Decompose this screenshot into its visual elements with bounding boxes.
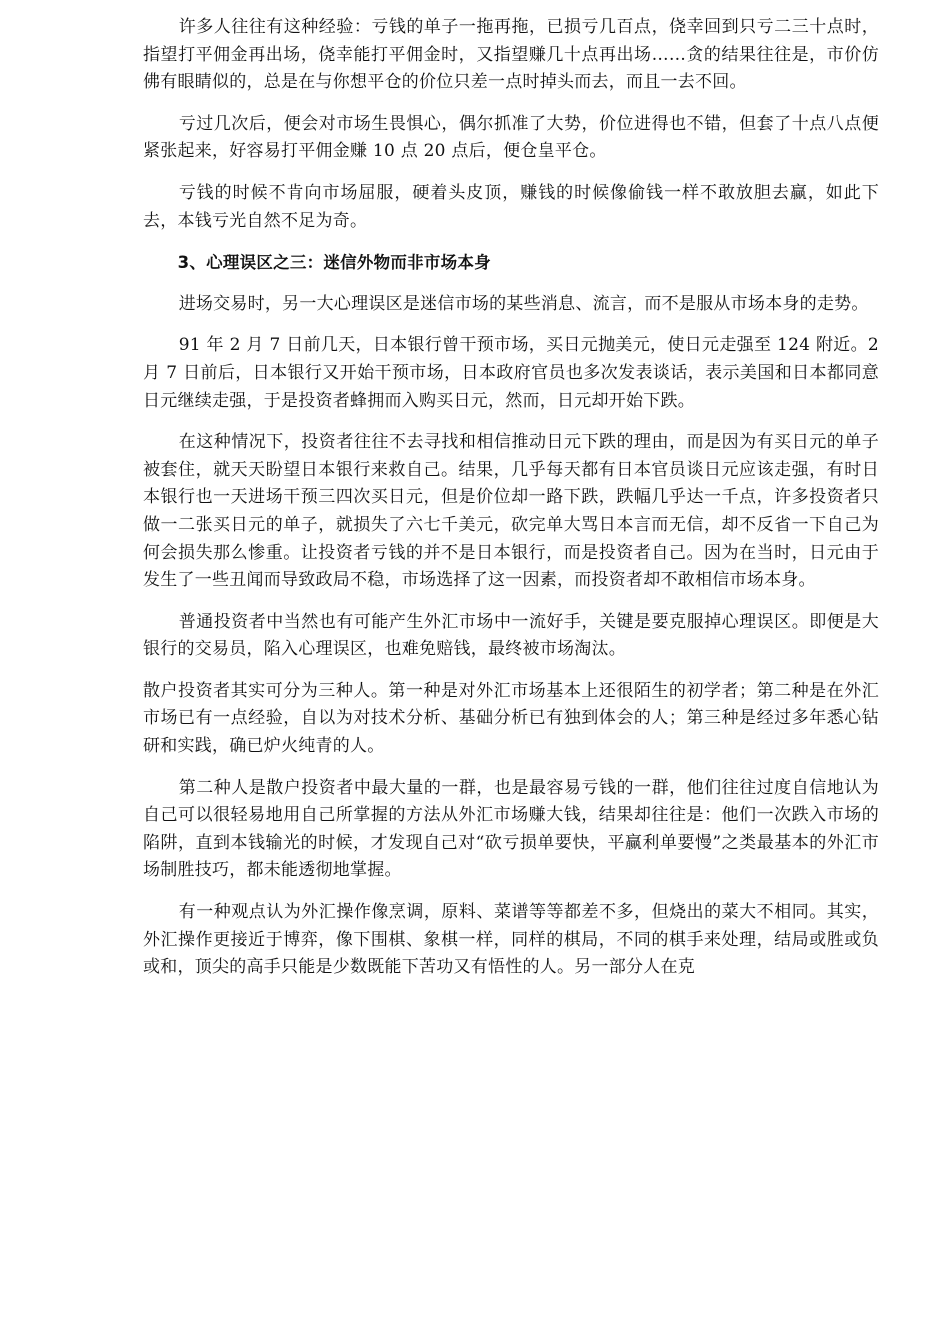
paragraph-loss-summary: 亏钱的时候不肯向市场屈服，硬着头皮顶，赚钱的时候像偷钱一样不敢放胆去赢，如此下去，本钱亏光自然不足为奇。 [143, 182, 879, 231]
section-heading: 3、心理误区之三：迷信外物而非市场本身 [177, 253, 491, 273]
paragraph-yen-example: 91 年 2 月 7 日前几天，日本银行曾干预市场，买日元抛美元，使日元走强至 124 附近。2 月 7 日前后，日本银行又开始干预市场，日本政府官员也多次发表谈话，表示美国和日本都同意日元继续走强，于是投资者蜂拥而入购买日元，然而，日元却开始下跌。 [143, 335, 879, 411]
paragraph-overcome-bias: 普通投资者中当然也有可能产生外汇市场中一流好手，关键是要克服掉心理误区。即便是大银行的交易员，陷入心理误区，也难免赔钱，最终被市场淘汰。 [143, 611, 879, 660]
paragraph-three-types: 散户投资者其实可分为三种人。第一种是对外汇市场基本上还很陌生的初学者；第二种是在外汇市场已有一点经验，自以为对技术分析、基础分析已有独到体会的人；第三种是经过多年悉心钻研和实践，确已炉火纯青的人。 [143, 680, 879, 757]
paragraph-rumor-trap: 进场交易时，另一大心理误区是迷信市场的某些消息、流言，而不是服从市场本身的走势。 [178, 293, 869, 314]
paragraph-second-type: 第二种人是散户投资者中最大量的一群，也是最容易亏钱的一群，他们往往过度自信地认为自己可以很轻易地用自己所掌握的方法从外汇市场赚大钱，结果却往往是：他们一次跌入市场的陷阱，直到本钱输光的时候，才发现自己对“砍亏损单要快，平赢利单要慢”之类最基本的外汇市场制胜技巧，都未能透彻地掌握。 [143, 777, 879, 881]
document-page [143, 14, 879, 996]
paragraph-loss-holding: 许多人往往有这种经验：亏钱的单子一拖再拖，已损亏几百点，侥幸回到只亏二三十点时，指望打平佣金再出场，侥幸能打平佣金时，又指望赚几十点再出场……贪的结果往往是，市价仿佛有眼睛似的，总是在与你想平仓的价位只差一点时掉头而去，而且一去不回。 [143, 17, 879, 93]
paragraph-investor-behavior: 在这种情况下，投资者往往不去寻找和相信推动日元下跌的理由，而是因为有买日元的单子被套住，就天天盼望日本银行来救自己。结果，几乎每天都有日本官员谈日元应该走强，有时日本银行也一天进场干预三四次买日元，但是价位却一路下跌，跌幅几乎达一千点，许多投资者只做一二张买日元的单子，就损失了六七千美元，砍完单大骂日本言而无信，却不反省一下自己为何会损失那么惨重。让投资者亏钱的并不是日本银行，而是投资者自己。因为在当时，日元由于发生了一些丑闻而导致政局不稳，市场选择了这一因素，而投资者却不敢相信市场本身。 [143, 432, 879, 591]
paragraph-cooking-analogy: 有一种观点认为外汇操作像烹调，原料、菜谱等等都差不多，但烧出的菜大不相同。其实，外汇操作更接近于博弈，像下围棋、象棋一样，同样的棋局，不同的棋手来处理，结局或胜或负或和，顶尖的高手只能是少数既能下苦功又有悟性的人。另一部分人在克 [143, 902, 879, 978]
paragraph-fear-of-market: 亏过几次后，便会对市场生畏惧心，偶尔抓准了大势，价位进得也不错，但套了十点八点便紧张起来，好容易打平佣金赚 10 点 20 点后，便仓皇平仓。 [143, 113, 879, 162]
